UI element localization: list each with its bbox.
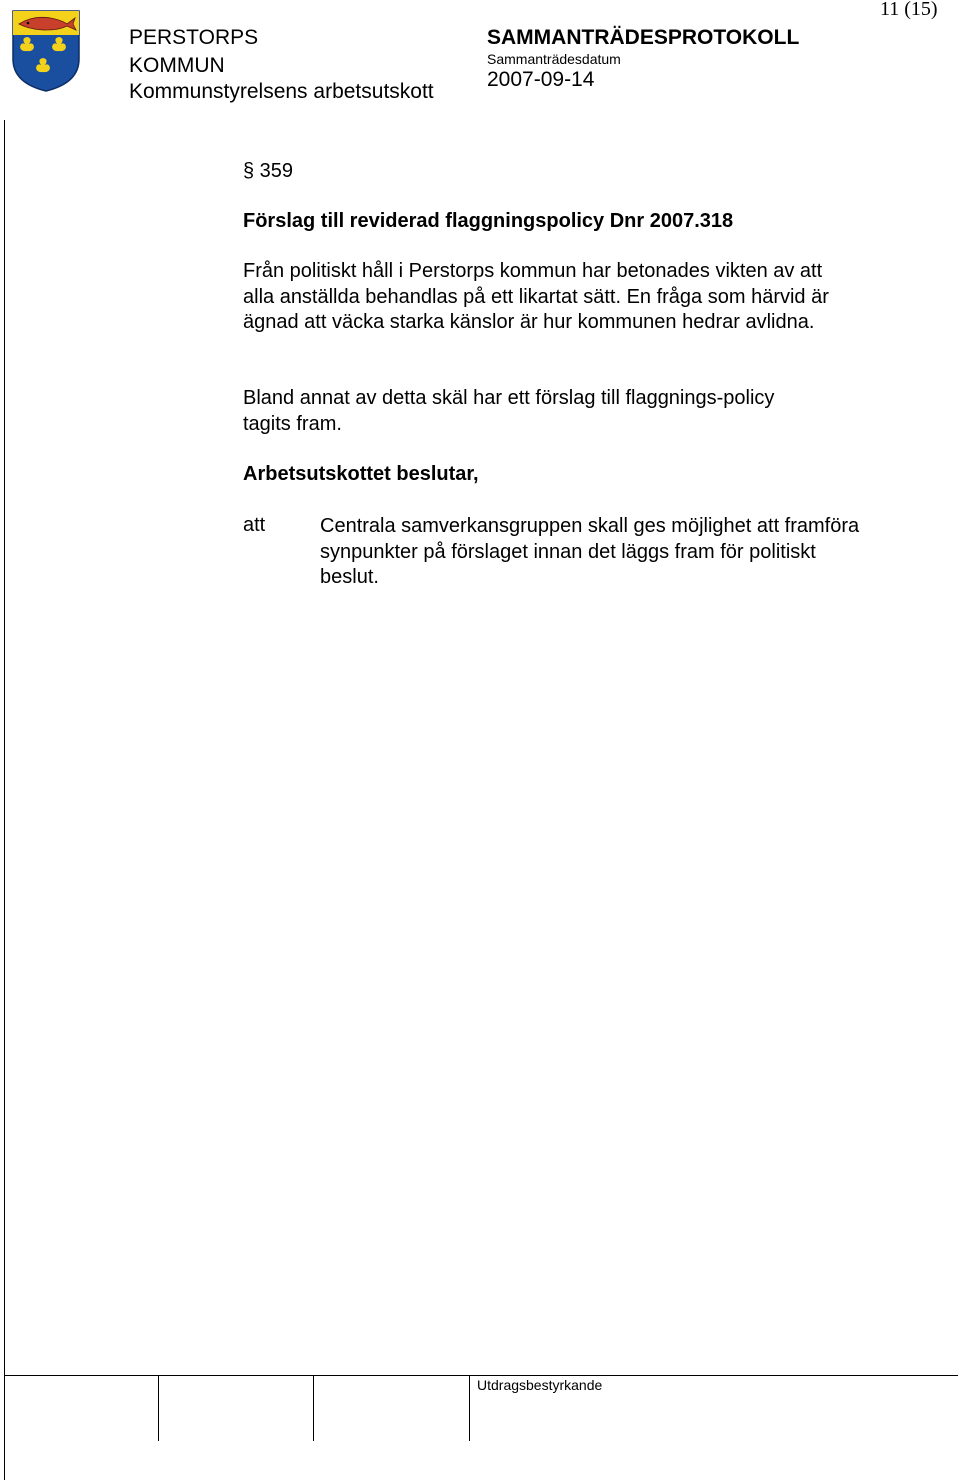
org-name-line2: KOMMUN [129,54,225,77]
left-margin-line [4,120,5,1480]
footer-divider [313,1375,314,1441]
section-paragraph-1: Från politiskt håll i Perstorps kommun har betonades vikten av att alla anställda behandlas på ett likartat sätt. En fråga som härvid är ägnad att väcka starka känslor är hur kommunen hedrar avlidna. [243,260,829,333]
section-paragraph-2: Bland annat av detta skäl har ett förslag till flaggnings-policy tagits fram. [243,387,775,435]
page-number: 11 (15) [880,0,938,20]
paragraph-number: § 359 [243,160,294,182]
meeting-date: 2007-09-14 [487,68,595,91]
committee-name: Kommunstyrelsens arbetsutskott [129,80,434,103]
footer-certification-label: Utdragsbestyrkande [477,1377,603,1393]
document-title: SAMMANTRÄDESPROTOKOLL [487,26,800,49]
footer-divider [469,1375,470,1441]
org-name-line1: PERSTORPS [129,26,259,49]
meeting-date-label: Sammanträdesdatum [487,51,621,67]
decision-heading: Arbetsutskottet beslutar, [243,463,479,485]
decision-text: Centrala samverkansgruppen skall ges möjlighet att framföra synpunkter på förslaget innan det läggs fram för politiskt beslut. [320,515,860,588]
decision-label: att [243,514,266,536]
coat-of-arms-logo [11,9,81,93]
footer-top-border [4,1375,958,1376]
section-title: Förslag till reviderad flaggningspolicy Dnr 2007.318 [243,210,734,232]
footer-divider [158,1375,159,1441]
